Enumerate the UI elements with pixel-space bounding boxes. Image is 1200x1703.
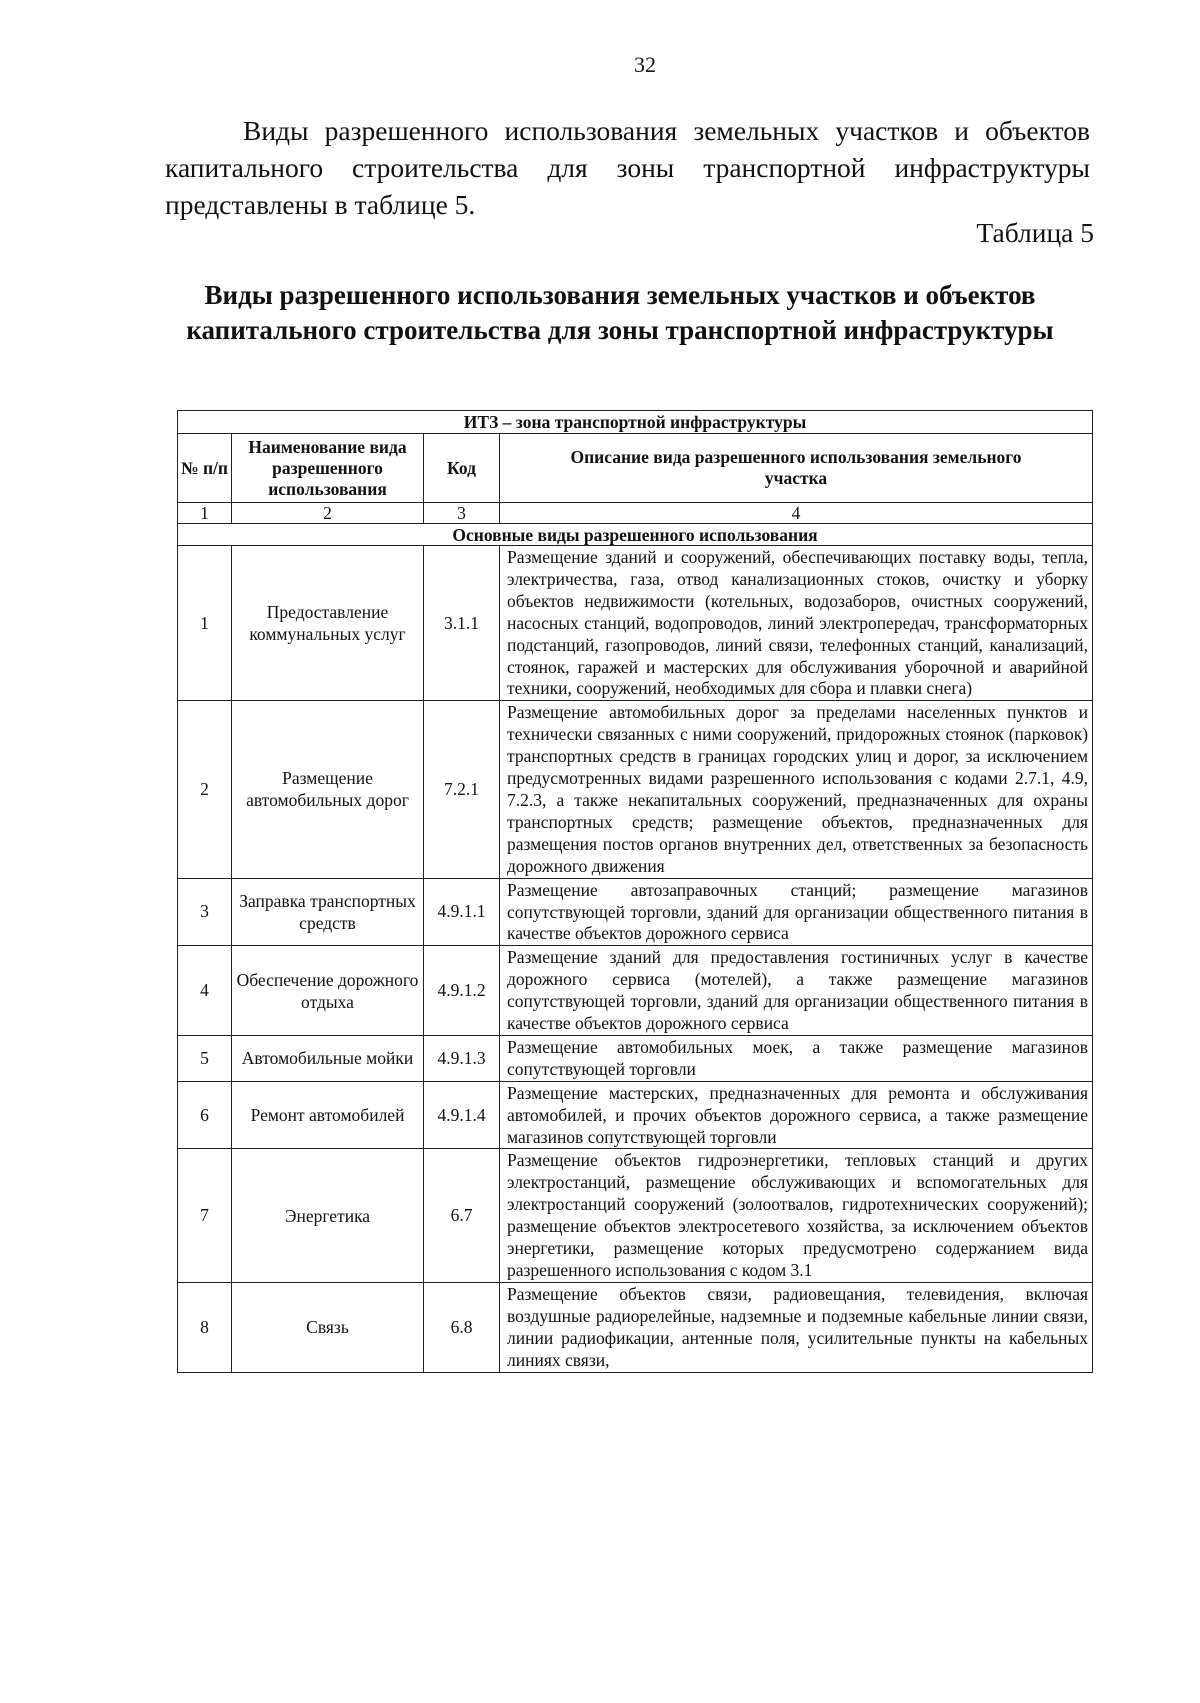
table-row [178,546,1093,701]
row-code: 7.2.1 [424,701,500,878]
row-number: 2 [178,701,232,878]
header-name: Наименование вида разрешенного использования [232,434,424,503]
row-name: Предоставление коммунальных услуг [232,546,424,701]
row-code: 4.9.1.2 [424,946,500,1036]
header-description: Описание вида разрешенного использования земельного участка [500,434,1093,503]
row-code: 4.9.1.3 [424,1035,500,1081]
row-number: 1 [178,546,232,701]
row-description: Размещение мастерских, предназначенных для ремонта и обслуживания автомобилей, и прочих объектов дорожного сервиса, а также размещение магазинов сопутствующей торговли [500,1081,1093,1149]
table-row [178,878,1093,946]
row-number: 8 [178,1282,232,1372]
row-code: 4.9.1.1 [424,878,500,946]
row-name: Заправка транспортных средств [232,878,424,946]
row-name: Автомобильные мойки [232,1035,424,1081]
row-code: 6.8 [424,1282,500,1372]
row-code: 4.9.1.4 [424,1081,500,1149]
row-description: Размещение автозаправочных станций; размещение магазинов сопутствующей торговли, зданий для организации общественного питания в качестве объектов дорожного сервиса [500,878,1093,946]
row-description: Размещение автомобильных дорог за пределами населенных пунктов и технически связанных с ними сооружений, придорожных стоянок (парковок) транспортных средств в границах городских улиц и дорог, за исключением предусмотренных видами разрешенного использования с кодами 2.7.1, 4.9, 7.2.3, а также некапитальных сооружений, предназначенных для охраны транспортных средств; размещение объектов, предназначенных для размещения постов органов внутренних дел, ответственных за безопасность дорожного движения [500,701,1093,878]
row-number: 3 [178,878,232,946]
land-use-table [177,410,1093,1373]
column-number: 3 [424,503,500,524]
row-name: Энергетика [232,1149,424,1282]
row-description: Размещение объектов гидроэнергетики, тепловых станций и других электростанций, размещение обслуживающих и вспомогательных для электростанций сооружений (золоотвалов, гидротехнических сооружений); размещение объектов электросетевого хозяйства, за исключением объектов энергетики, размещение которых предусмотрено содержанием вида разрешенного использования с кодом 3.1 [500,1149,1093,1282]
row-code: 3.1.1 [424,546,500,701]
row-number: 4 [178,946,232,1036]
row-number: 6 [178,1081,232,1149]
table-row [178,1035,1093,1081]
zone-title: ИТЗ – зона транспортной инфраструктуры [178,411,1093,434]
table-row [178,946,1093,1036]
column-number: 2 [232,503,424,524]
table-row [178,1081,1093,1149]
row-name: Ремонт автомобилей [232,1081,424,1149]
row-number: 7 [178,1149,232,1282]
table-heading: Виды разрешенного использования земельных участков и объектов капитального строительства для зоны транспортной инфраструктуры [186,280,1054,345]
row-name: Размещение автомобильных дорог [232,701,424,878]
section-title: Основные виды разрешенного использования [178,524,1093,546]
table-label: Таблица 5 [976,217,1094,248]
row-name: Обеспечение дорожного отдыха [232,946,424,1036]
table-row [178,1282,1093,1372]
intro-paragraph: Виды разрешенного использования земельных участков и объектов капитального строительства для зоны транспортной инфраструктуры представлены в таблице 5. [165,115,1090,220]
page-number: 32 [634,52,656,77]
row-description: Размещение зданий и сооружений, обеспечивающих поставку воды, тепла, электричества, газа, отвод канализационных стоков, очистку и уборку объектов недвижимости (котельных, водозаборов, очистных сооружений, насосных станций, водопроводов, линий электропередач, трансформаторных подстанций, газопроводов, линий связи, телефонных станций, канализаций, стоянок, гаражей и мастерских для обслуживания уборочной и аварийной техники, сооружений, необходимых для сбора и плавки снега) [500,546,1093,701]
table-row [178,701,1093,878]
header-num: № п/п [178,434,232,503]
column-number: 4 [500,503,1093,524]
header-row [178,434,1093,503]
row-description: Размещение автомобильных моек, а также размещение магазинов сопутствующей торговли [500,1035,1093,1081]
column-number-row [178,503,1093,524]
row-code: 6.7 [424,1149,500,1282]
row-name: Связь [232,1282,424,1372]
row-description: Размещение объектов связи, радиовещания, телевидения, включая воздушные радиорелейные, надземные и подземные кабельные линии связи, линии радиофикации, антенные поля, усилительные пункты на кабельных линиях связи, [500,1282,1093,1372]
table-row [178,1149,1093,1282]
column-number: 1 [178,503,232,524]
row-description: Размещение зданий для предоставления гостиничных услуг в качестве дорожного сервиса (мотелей), а также размещение магазинов сопутствующей торговли, зданий для организации общественного питания в качестве объектов дорожного сервиса [500,946,1093,1036]
header-code: Код [424,434,500,503]
row-number: 5 [178,1035,232,1081]
